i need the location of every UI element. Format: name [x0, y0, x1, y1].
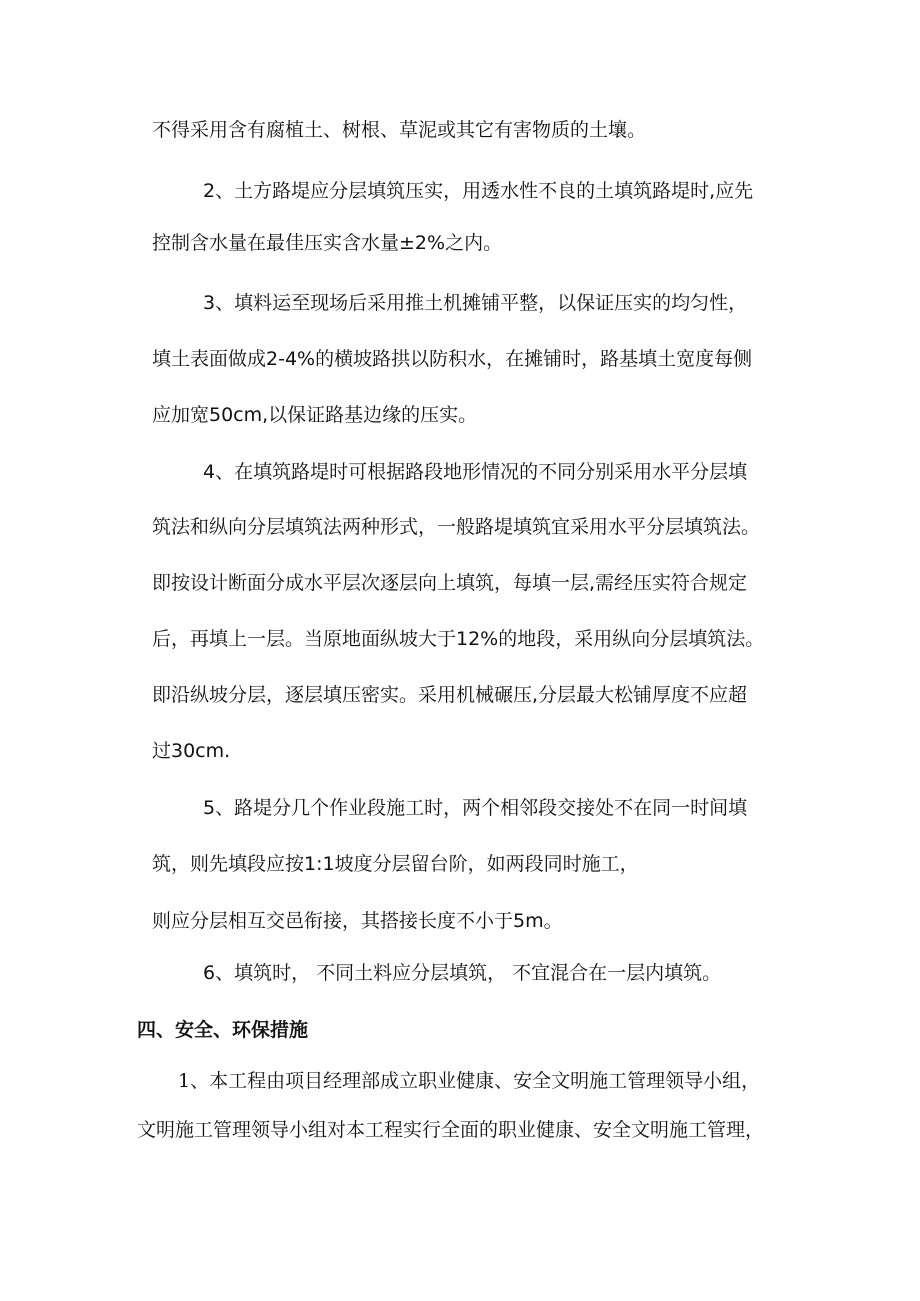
paragraph-line-10: 后，再填上一层。当原地面纵坡大于12%的地段，采用纵向分层填筑法。	[152, 628, 765, 650]
section-heading: 四、安全、环保措施	[137, 1019, 309, 1041]
paragraph-line-3: 控制含水量在最佳压实含水量±2%之内。	[152, 232, 503, 254]
paragraph-line-19: 文明施工管理领导小组对本工程实行全面的职业健康、安全文明施工管理，	[137, 1119, 765, 1141]
paragraph-line-11: 即沿纵坡分层，逐层填压密实。采用机械碾压,分层最大松铺厚度不应超	[152, 684, 748, 706]
paragraph-line-14: 筑，则先填段应按1:1坡度分层留台阶，如两段同时施工，	[152, 853, 639, 875]
paragraph-line-16: 6、填筑时， 不同土料应分层填筑， 不宜混合在一层内填筑。	[203, 962, 722, 984]
paragraph-line-12: 过30cm.	[152, 740, 231, 762]
paragraph-line-2: 2、土方路堤应分层填筑压实，用透水性不良的土填筑路堤时,应先	[203, 180, 754, 202]
paragraph-line-1: 不得采用含有腐植土、树根、草泥或其它有害物质的土壤。	[152, 119, 647, 141]
paragraph-line-9: 即按设计断面分成水平层次逐层向上填筑，每填一层,需经压实符合规定	[152, 572, 748, 594]
paragraph-line-7: 4、在填筑路堤时可根据路段地形情况的不同分别采用水平分层填	[203, 461, 748, 483]
paragraph-line-8: 筑法和纵向分层填筑法两种形式，一般路堤填筑宜采用水平分层填筑法。	[152, 516, 761, 538]
paragraph-line-5: 填土表面做成2-4%的横坡路拱以防积水，在摊铺时，路基填土宽度每侧	[152, 348, 753, 370]
paragraph-line-6: 应加宽50cm,以保证路基边缘的压实。	[152, 404, 478, 426]
paragraph-line-18: 1、本工程由项目经理部成立职业健康、安全文明施工管理领导小组，	[178, 1070, 761, 1092]
paragraph-line-15: 则应分层相互交邑衔接，其搭接长度不小于5m。	[152, 910, 563, 932]
paragraph-line-13: 5、路堤分几个作业段施工时，两个相邻段交接处不在同一时间填	[203, 797, 748, 819]
paragraph-line-4: 3、填料运至现场后采用推土机摊铺平整，以保证压实的均匀性，	[203, 292, 748, 314]
